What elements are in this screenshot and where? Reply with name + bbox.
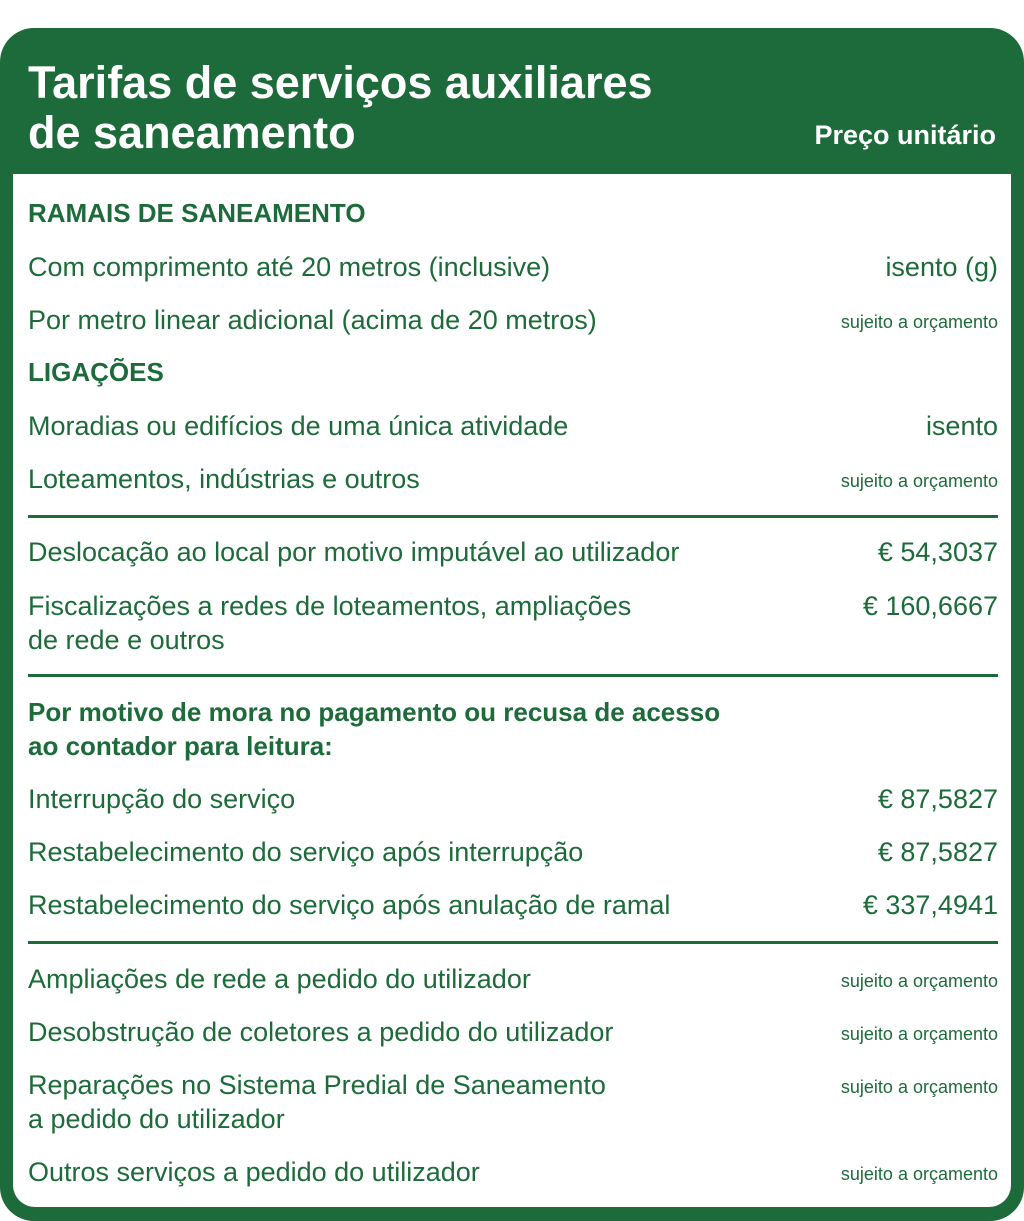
row-value: € 160,6667 xyxy=(862,591,998,621)
row-label-line-2: a pedido do utilizador xyxy=(28,1104,285,1134)
card-header xyxy=(0,28,1024,174)
row-label: Desobstrução de coletores a pedido do utilizador xyxy=(28,1017,614,1047)
row-value: sujeito a orçamento xyxy=(840,1164,998,1184)
row-label: Por metro linear adicional (acima de 20 metros) xyxy=(28,305,597,335)
divider xyxy=(28,515,998,518)
row-label: Com comprimento até 20 metros (inclusive) xyxy=(28,252,551,282)
row-value: sujeito a orçamento xyxy=(840,1024,998,1044)
row-label: Deslocação ao local por motivo imputável ao utilizador xyxy=(28,537,680,567)
title-line-1: Tarifas de serviços auxiliares xyxy=(28,57,653,108)
section-heading-line-1: Por motivo de mora no pagamento ou recusa de acesso xyxy=(28,697,721,727)
tariff-table xyxy=(13,174,1011,1207)
row-value: € 87,5827 xyxy=(877,784,998,814)
row-value: € 87,5827 xyxy=(877,837,998,867)
row-label: Outros serviços a pedido do utilizador xyxy=(28,1157,480,1187)
row-value: isento xyxy=(925,411,998,441)
section-heading-line-2: ao contador para leitura: xyxy=(28,731,333,761)
section-heading-mora xyxy=(28,695,720,763)
row-label-line-1: Reparações no Sistema Predial de Saneamento xyxy=(28,1070,606,1100)
page-title xyxy=(28,58,653,158)
tariff-card xyxy=(0,28,1024,1221)
title-line-2: de saneamento xyxy=(28,107,356,158)
row-value: isento (g) xyxy=(885,252,998,282)
row-value: sujeito a orçamento xyxy=(840,312,998,332)
row-label: Restabelecimento do serviço após interrupção xyxy=(28,837,584,867)
row-label: Interrupção do serviço xyxy=(28,784,296,814)
row-label xyxy=(28,1068,798,1136)
price-column-header: Preço unitário xyxy=(814,120,996,150)
divider xyxy=(28,674,998,677)
row-label: Ampliações de rede a pedido do utilizador xyxy=(28,964,531,994)
row-value: € 54,3037 xyxy=(877,537,998,567)
row-value: sujeito a orçamento xyxy=(840,971,998,991)
section-heading-ligacoes: LIGAÇÕES xyxy=(28,357,164,387)
divider xyxy=(28,941,998,944)
row-value: € 337,4941 xyxy=(862,890,998,920)
section-heading-ramais: RAMAIS DE SANEAMENTO xyxy=(28,198,366,228)
row-label-line-2: de rede e outros xyxy=(28,625,225,655)
row-label: Restabelecimento do serviço após anulação de ramal xyxy=(28,890,671,920)
row-label: Loteamentos, indústrias e outros xyxy=(28,464,420,494)
row-label-line-1: Fiscalizações a redes de loteamentos, ampliações xyxy=(28,591,632,621)
row-value: sujeito a orçamento xyxy=(840,1077,998,1097)
row-label: Moradias ou edifícios de uma única atividade xyxy=(28,411,569,441)
row-label xyxy=(28,589,798,657)
row-value: sujeito a orçamento xyxy=(840,471,998,491)
